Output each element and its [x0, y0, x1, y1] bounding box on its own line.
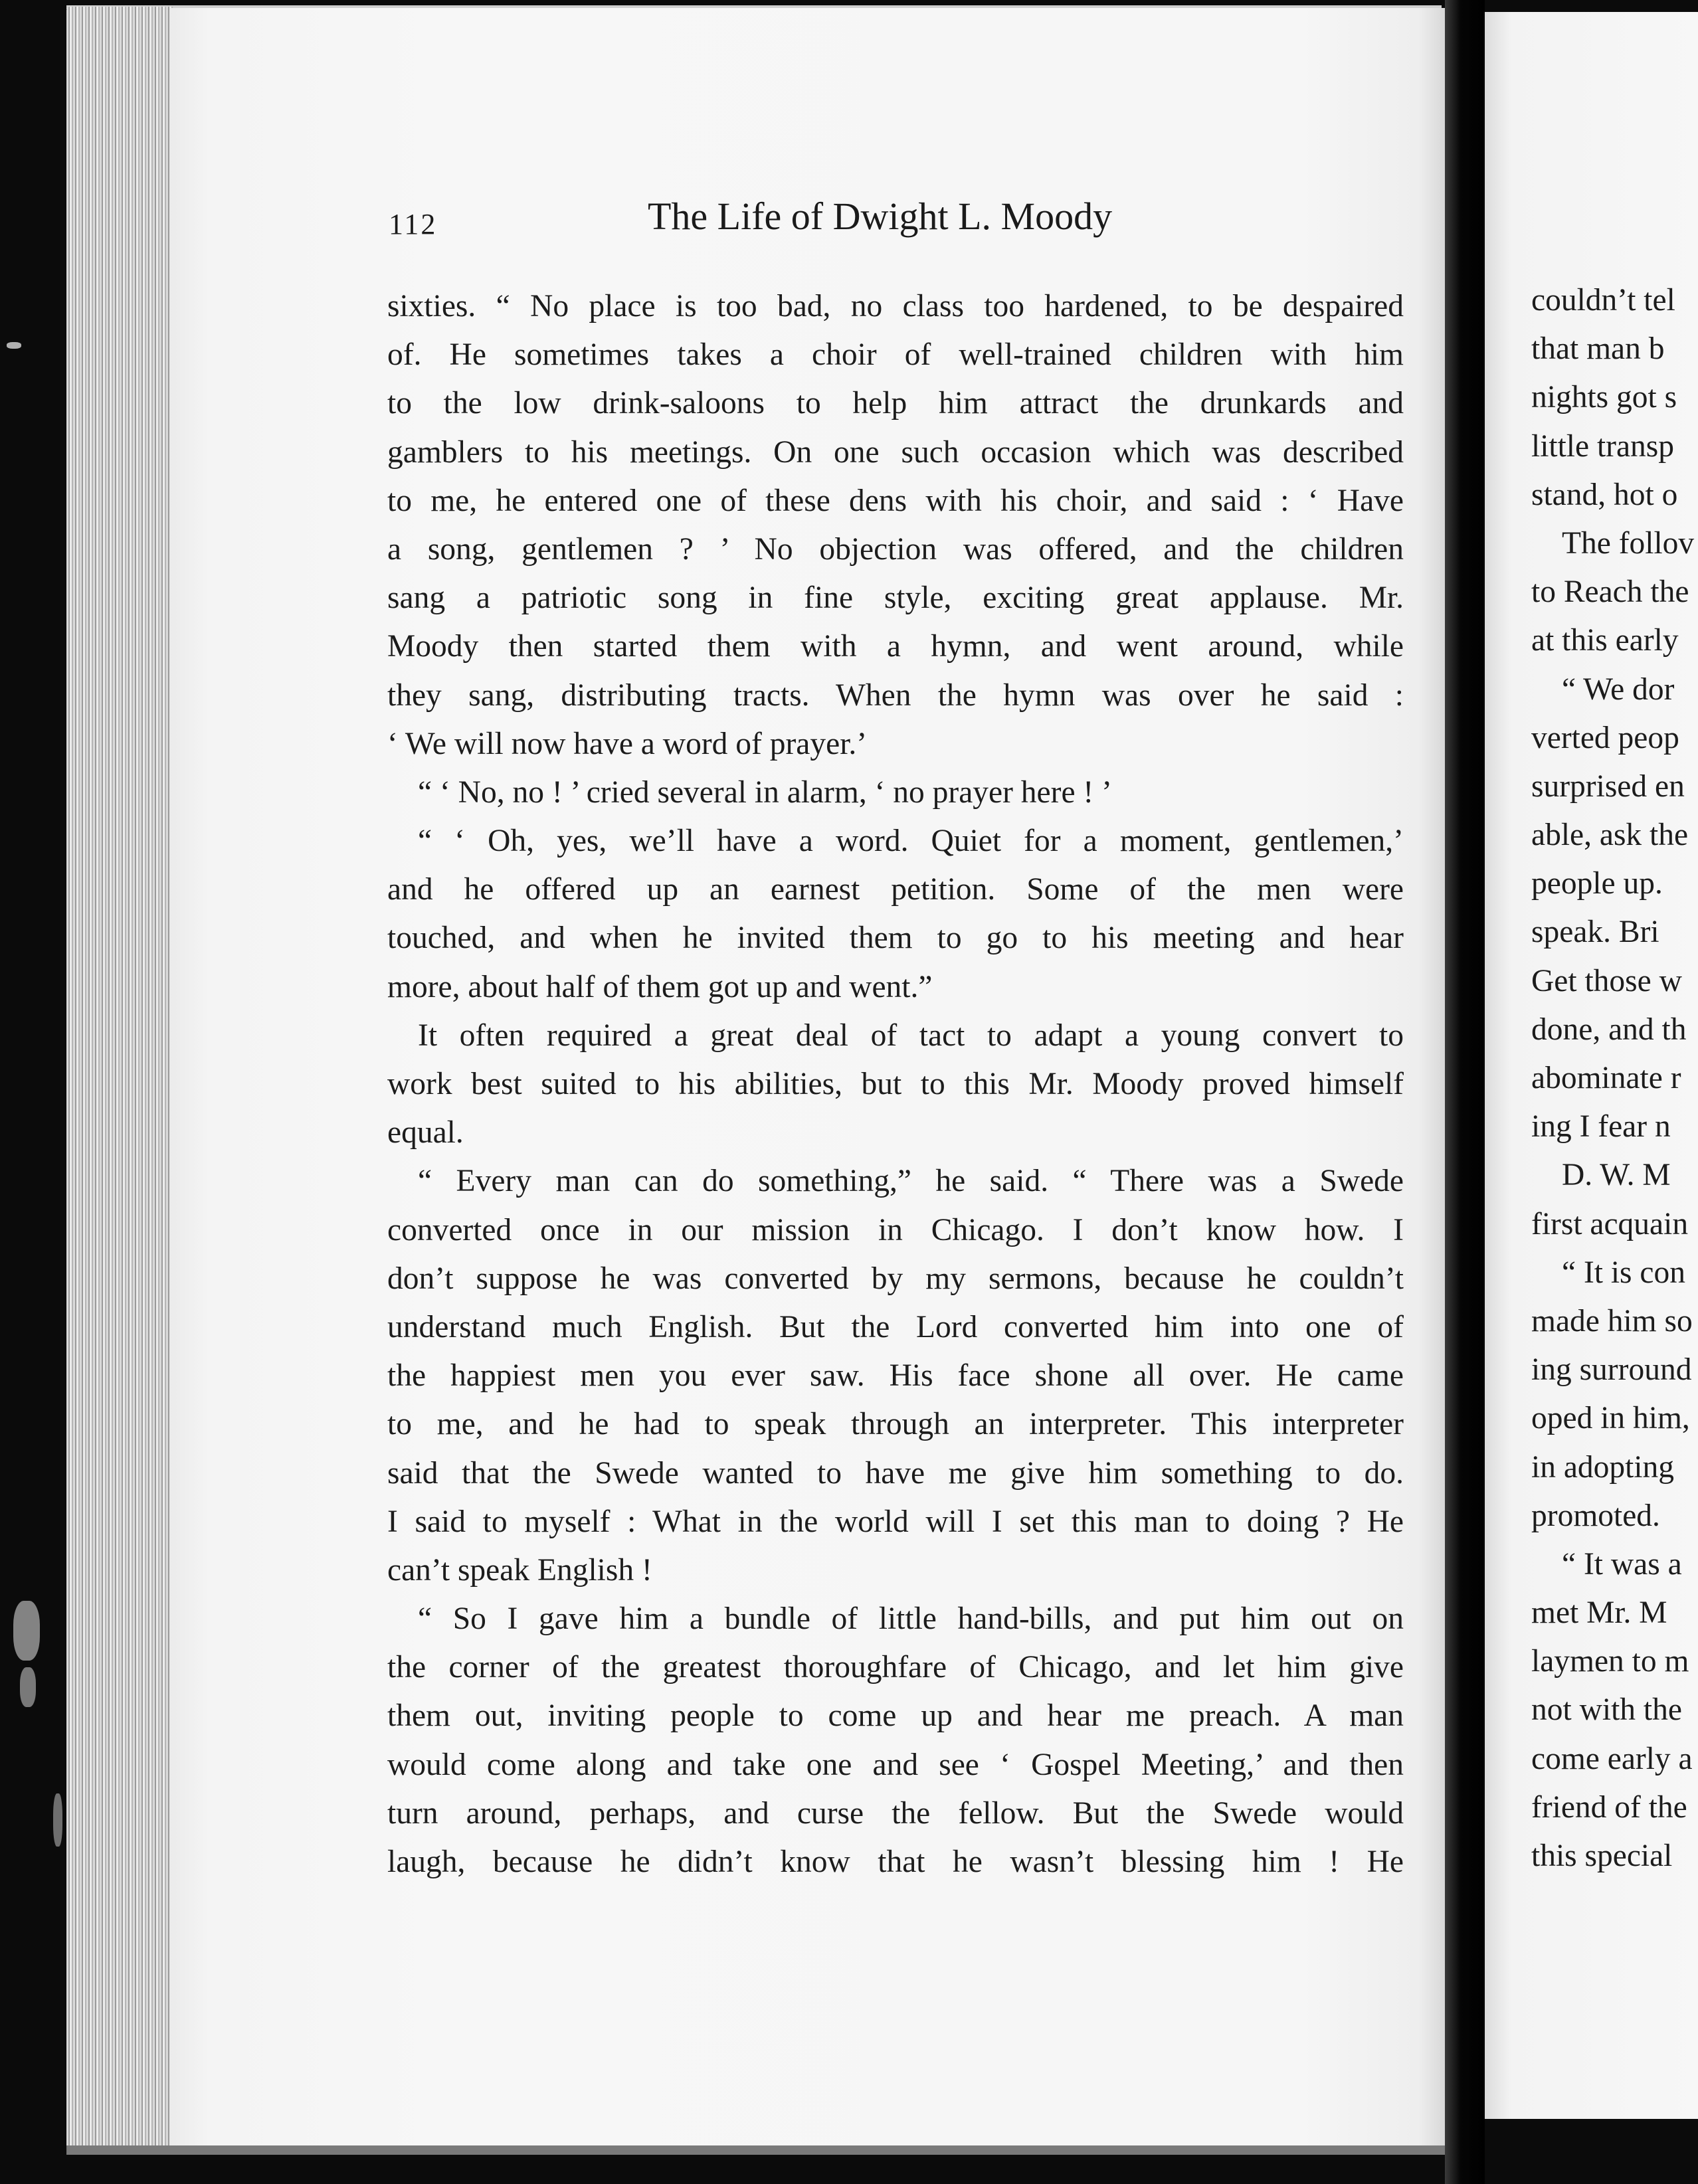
- text-line: nights got s: [1531, 380, 1677, 415]
- text-line: to me, and he had to speak through an interpreter. This interpreter: [387, 1407, 1404, 1442]
- text-line: “ So I gave him a bundle of little hand-bills, and put him out on: [418, 1601, 1404, 1637]
- text-line: The follov: [1562, 525, 1695, 561]
- text-line: laymen to m: [1531, 1644, 1689, 1679]
- text-line: them out, inviting people to come up and hear me preach. A man: [387, 1698, 1404, 1734]
- text-line: promoted.: [1531, 1498, 1660, 1533]
- text-line: not with the: [1531, 1692, 1682, 1728]
- text-line: come early a: [1531, 1741, 1693, 1776]
- text-line: said that the Swede wanted to have me give him something to do.: [387, 1455, 1404, 1491]
- text-line: a song, gentlemen ? ’ No objection was offered, and the children: [387, 531, 1404, 567]
- text-line: couldn’t tel: [1531, 283, 1675, 318]
- stacked-page-edges: [66, 7, 173, 2149]
- text-line: gamblers to his meetings. On one such occasion which was described: [387, 434, 1404, 470]
- scan-debris-mark: [7, 342, 21, 349]
- text-line: “ We dor: [1562, 672, 1675, 707]
- text-line: oped in him,: [1531, 1401, 1690, 1436]
- text-line: little transp: [1531, 428, 1675, 464]
- text-line: the happiest men you ever saw. His face shone all over. He came: [387, 1358, 1404, 1394]
- text-line: made him so: [1531, 1303, 1693, 1338]
- page-number: 112: [389, 208, 438, 240]
- text-line: at this early: [1531, 623, 1679, 658]
- text-line: understand much English. But the Lord converted him into one of: [387, 1309, 1404, 1344]
- book-title: The Life of Dwight L. Moody: [648, 195, 1113, 238]
- text-line: stand, hot o: [1531, 477, 1678, 512]
- text-line: verted peop: [1531, 720, 1679, 755]
- text-line: of. He sometimes takes a choir of well-trained children with him: [387, 337, 1404, 373]
- text-line: people up.: [1531, 866, 1663, 901]
- running-head: [389, 194, 1412, 254]
- text-line: “ Every man can do something,” he said. “ There was a Swede: [418, 1164, 1404, 1199]
- text-line: sixties. “ No place is too bad, no class too hardened, to be despaired: [387, 289, 1404, 323]
- text-line: laugh, because he didn’t know that he wasn’t blessing him ! He: [387, 1845, 1404, 1879]
- text-line: able, ask the: [1531, 818, 1689, 853]
- text-line: ‘ We will now have a word of prayer.’: [387, 726, 868, 761]
- scan-debris-mark: [53, 1793, 62, 1847]
- text-line: work best suited to his abilities, but to this Mr. Moody proved himself: [387, 1067, 1404, 1101]
- scan-debris-mark: [20, 1667, 36, 1707]
- text-line: and he offered up an earnest petition. Some of the men were: [387, 872, 1404, 907]
- text-line: “ ‘ Oh, yes, we’ll have a word. Quiet for a moment, gentlemen,’: [418, 824, 1404, 859]
- text-line: speak. Bri: [1531, 915, 1659, 950]
- text-line: that man b: [1531, 331, 1665, 367]
- book-gutter: [1445, 0, 1485, 2184]
- text-line: the corner of the greatest thoroughfare of Chicago, and let him give: [387, 1650, 1404, 1685]
- right-page-text: [1531, 276, 1698, 1880]
- text-line: can’t speak English !: [387, 1552, 652, 1588]
- text-line: Get those w: [1531, 963, 1682, 998]
- left-page: [169, 8, 1445, 2145]
- scan-debris-mark: [13, 1601, 40, 1661]
- text-line: first acquain: [1531, 1206, 1689, 1241]
- text-line: ing surround: [1531, 1352, 1692, 1388]
- text-line: touched, and when he invited them to go to his meeting and hear: [387, 921, 1404, 956]
- text-line: more, about half of them got up and went.”: [387, 969, 933, 1004]
- text-line: “ It is con: [1562, 1255, 1685, 1290]
- text-line: would come along and take one and see ‘ Gospel Meeting,’ and then: [387, 1747, 1404, 1782]
- text-line: Moody then started them with a hymn, and went around, while: [387, 629, 1404, 664]
- text-line: surprised en: [1531, 769, 1685, 804]
- text-line: don’t suppose he was converted by my sermons, because he couldn’t: [387, 1261, 1404, 1296]
- text-line: friend of the: [1531, 1789, 1687, 1825]
- right-page-fragment: [1485, 12, 1698, 2119]
- text-line: they sang, distributing tracts. When the hymn was over he said :: [387, 678, 1404, 713]
- text-line: I said to myself : What in the world will I set this man to doing ? He: [387, 1504, 1404, 1539]
- text-line: sang a patriotic song in fine style, exciting great applause. Mr.: [387, 581, 1404, 616]
- text-line: converted once in our mission in Chicago. I don’t know how. I: [387, 1212, 1404, 1247]
- text-line: done, and th: [1531, 1012, 1687, 1047]
- text-line: equal.: [387, 1115, 464, 1150]
- text-line: met Mr. M: [1531, 1595, 1667, 1631]
- text-line: turn around, perhaps, and curse the fellow. But the Swede would: [387, 1795, 1404, 1831]
- text-line: “ ‘ No, no ! ’ cried several in alarm, ‘ no prayer here ! ’: [418, 774, 1112, 810]
- page-bottom-edge: [66, 2145, 1462, 2155]
- text-line: ing I fear n: [1531, 1109, 1671, 1144]
- body-text: [387, 282, 1404, 1886]
- text-line: to me, he entered one of these dens with his choir, and said : ‘ Have: [387, 483, 1404, 518]
- text-line: “ It was a: [1562, 1546, 1682, 1582]
- text-line: It often required a great deal of tact to adapt a young convert to: [418, 1018, 1404, 1053]
- text-line: in adopting: [1531, 1449, 1675, 1485]
- text-line: D. W. M: [1562, 1158, 1671, 1193]
- text-line: this special: [1531, 1839, 1673, 1873]
- text-line: to the low drink-saloons to help him attract the drunkards and: [387, 386, 1404, 421]
- text-line: abominate r: [1531, 1061, 1681, 1095]
- text-line: to Reach the: [1531, 575, 1689, 610]
